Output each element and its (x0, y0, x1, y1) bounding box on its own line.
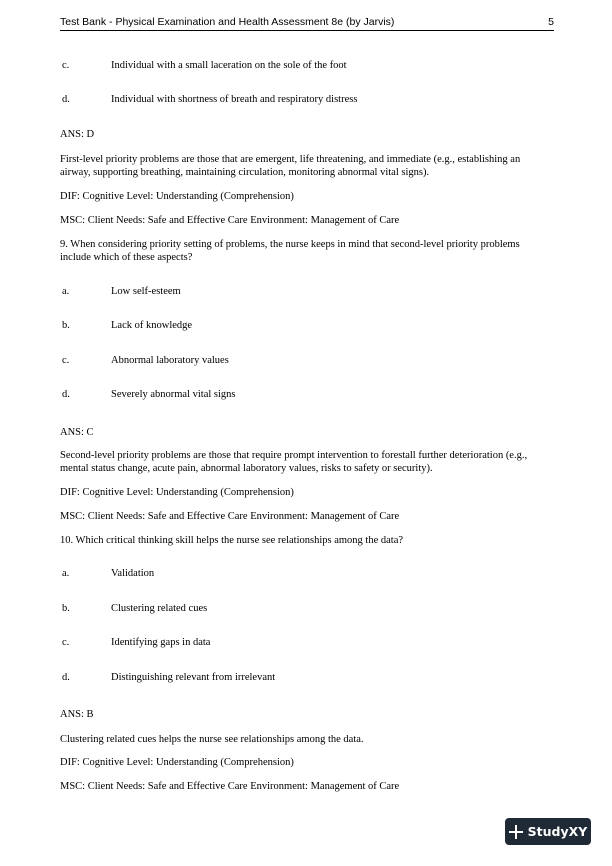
answer-9: ANS: C (60, 427, 94, 438)
client-needs-8: MSC: Client Needs: Safe and Effective Care Environment: Management of Care (60, 215, 400, 226)
question-10-stem: 10. Which critical thinking skill helps the nurse see relationships among the data? (60, 535, 404, 546)
option-letter: c. (62, 355, 70, 366)
rationale-8-line1: First-level priority problems are those that are emergent, life threatening, and immediate (e.g., establishing an (60, 154, 521, 165)
rationale-8-line2: airway, supporting breathing, maintaining circulation, monitoring abnormal vital signs). (60, 167, 430, 178)
difficulty-10: DIF: Cognitive Level: Understanding (Comprehension) (60, 757, 294, 768)
difficulty-9: DIF: Cognitive Level: Understanding (Comprehension) (60, 487, 294, 498)
question-9-stem-line1: 9. When considering priority setting of problems, the nurse keeps in mind that second-level priority problems (60, 239, 520, 250)
option-letter: a. (62, 568, 70, 579)
rationale-10: Clustering related cues helps the nurse see relationships among the data. (60, 734, 364, 745)
option-letter: d. (62, 672, 70, 683)
option-text: Severely abnormal vital signs (111, 389, 236, 400)
header-title: Test Bank - Physical Examination and Health Assessment 8e (by Jarvis) (60, 16, 395, 28)
option-letter: d. (62, 94, 70, 105)
page-number: 5 (548, 16, 554, 28)
option-text: Lack of knowledge (111, 320, 193, 331)
rationale-9-line2: mental status change, acute pain, abnormal laboratory values, risks to safety or security). (60, 463, 433, 474)
studyxy-badge[interactable] (505, 818, 591, 845)
client-needs-9: MSC: Client Needs: Safe and Effective Care Environment: Management of Care (60, 511, 400, 522)
option-letter: c. (62, 60, 70, 71)
client-needs-10: MSC: Client Needs: Safe and Effective Care Environment: Management of Care (60, 781, 400, 792)
option-letter: c. (62, 637, 70, 648)
option-text: Identifying gaps in data (111, 637, 211, 648)
option-text: Clustering related cues (111, 603, 208, 614)
question-9-stem-line2: include which of these aspects? (60, 252, 193, 263)
page-header (60, 16, 554, 31)
difficulty-8: DIF: Cognitive Level: Understanding (Comprehension) (60, 191, 294, 202)
option-letter: b. (62, 603, 70, 614)
option-text: Validation (111, 568, 155, 579)
option-text: Low self-esteem (111, 286, 181, 297)
option-text: Individual with shortness of breath and respiratory distress (111, 94, 358, 105)
rationale-9-line1: Second-level priority problems are those that require prompt intervention to forestall further deterioration (e.g., (60, 450, 528, 461)
option-text: Distinguishing relevant from irrelevant (111, 672, 276, 683)
option-text: Abnormal laboratory values (111, 355, 229, 366)
option-letter: d. (62, 389, 70, 400)
studyxy-brand: StudyXY (527, 824, 588, 839)
option-letter: a. (62, 286, 70, 297)
plus-icon (509, 825, 523, 839)
option-letter: b. (62, 320, 70, 331)
option-text: Individual with a small laceration on the sole of the foot (111, 60, 347, 71)
answer-10: ANS: B (60, 709, 94, 720)
answer-8: ANS: D (60, 129, 95, 140)
